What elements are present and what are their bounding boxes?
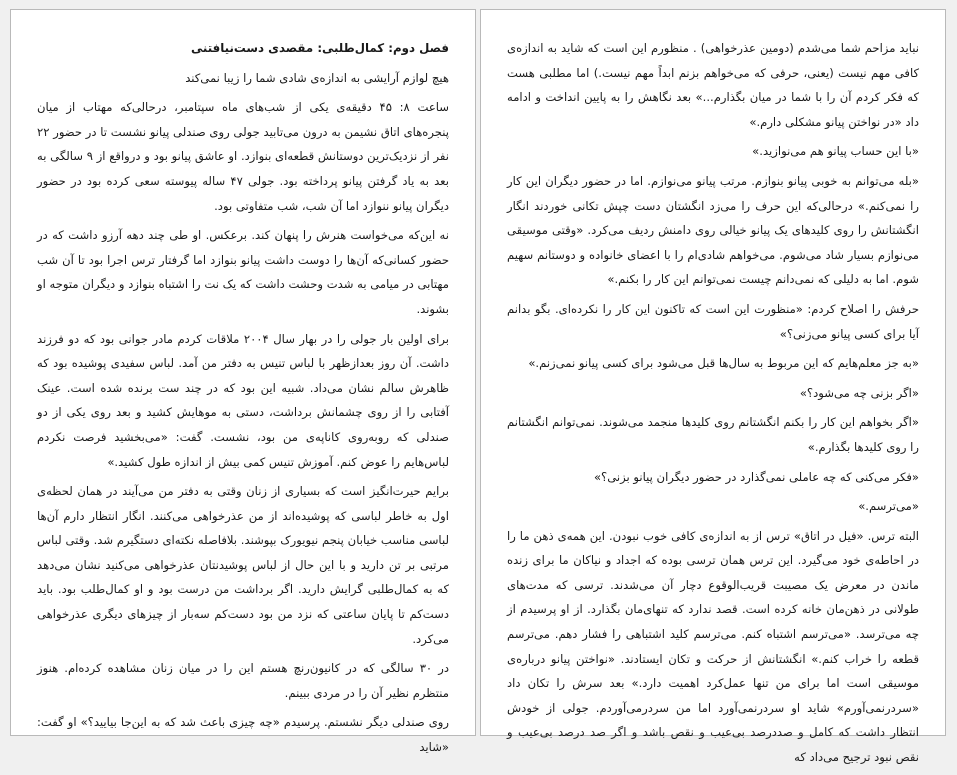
paragraph: نباید مزاحم شما می‌شدم (دومین عذرخواهی) . منظورم این است که شاید به اندازه‌ی کافی مهم نیست (یعنی، حرفی که می‌خواهم بزنم ابداً مهم نیست.) اما مطلبی هست که فکر کردم آن را با شما در میان بگذارم...» بعد نگاهش را به پایین انداخت و ادامه داد «در نواختن پیانو مشکلی دارم.» <box>507 41 919 129</box>
paragraph: «بله می‌توانم به خوبی پیانو بنوازم. مرتب پیانو می‌نوازم. اما در حضور دیگران این کار را نمی‌کنم.» درحالی‌که این حرف را می‌زد انگشتان دست چپش تکانی خوردند انگار انگشتانش را روی کلیدهای یک پیانو خیالی روی دامنش ردیف می‌کرد. «وقتی موسیقی می‌نوازم بسیار شاد می‌شوم. می‌خواهم شادی‌ام را با اعضای خانواده و دوستانم سهیم شوم. اما به دلیلی که نمی‌دانم چیست نمی‌توانم این کار را بکنم.» <box>507 173 919 287</box>
left-page-text <box>37 36 449 765</box>
paragraph: در ۳۰ سالگی که در کانیون‌رنچ هستم این را در میان زنان مشاهده کرده‌ام. هنوز منتظرم نظیر آن را در مردی ببینم. <box>37 661 449 700</box>
chapter-title: فصل دوم: کمال‌طلبی: مقصدی دست‌نیافتنی <box>190 41 449 55</box>
paragraph: نه این‌که می‌خواست هنرش را پنهان کند. برعکس. او طی چند دهه آرزو داشت که در حضور کسانی‌که آن‌ها را دوست داشت پیانو بنوازد اما گرفتار ترس اجرا بود تا آن شب مهتابی در میامی به شدت وحشت داشت که یک نت را اشتباه بنوازد و دیگران متوجه او بشوند. <box>37 228 449 316</box>
paragraph: «با این حساب پیانو هم می‌نوازید.» <box>752 144 919 159</box>
paragraph: «اگر بزنی چه می‌شود؟» <box>799 385 919 400</box>
paragraph: «به جز معلم‌هایم که این مربوط به سال‌ها قبل می‌شود برای کسی پیانو نمی‌زنم.» <box>528 356 919 371</box>
paragraph: البته ترس. «فیل در اتاق» ترس از به اندازه‌ی کافی خوب نبودن. این همه‌ی ذهن ما را در احاطه‌ی خود می‌گیرد. این ترس همان ترسی بوده که اجداد و نیاکان ما برای زنده ماندن در معرض یک مصیبت قریب‌الوقوع دچار آن می‌شدند. ترسی که مدت‌های طولانی در ذهن‌مان خانه کرده است. قصد ندارد که تنهای‌مان بگذارد. از او پرسیدم از چه می‌ترسد. «می‌ترسم اشتباه کنم. می‌ترسم کلید اشتباهی را فشار دهم. می‌ترسم قطعه را خراب کنم.» انگشتانش از حرکت و تکان ایستادند. «نواختن پیانو درباره‌ی موسیقی است اما برای من تنها عمل‌کرد اهمیت دارد.» بعد سرش را تکان داد «سردرنمی‌آورم» شاید او سردرنمی‌آورد اما من سردرمی‌آوردم. جولی از خودش انتظار داشت که کامل و صددرصد بی‌عیب و نقص باشد و اگر صد درصد بی‌عیب و نقص نبود ترجیح می‌داد که <box>507 528 919 765</box>
right-page-text <box>507 36 919 775</box>
paragraph: برای اولین بار جولی را در بهار سال ۲۰۰۴ ملاقات کردم مادر جوانی بود که دو فرزند داشت. آن روز بعدازظهر با لباس تنیس به دفتر من آمد. لباس سفیدی پوشیده بود که ظاهرش سالم نشان می‌داد. شبیه این بود که در چند ست برنده شده است. عینک آفتابی را از روی چشمانش برداشت، دستی به موهایش کشید و بعد روی یکی از دو صندلی که روبه‌روی کاناپه‌ی من بود، نشست. گفت: «می‌بخشید فرصت نکردم لباس‌هایم را عوض کنم. آموزش تنیس کمی بیش از اندازه طول کشید.» <box>37 331 449 469</box>
right-page <box>480 9 946 765</box>
paragraph: ساعت ۸: ۴۵ دقیقه‌ی یکی از شب‌های ماه سپتامبر، درحالی‌که مهتاب از میان پنجره‌های اتاق نشیمن به درون می‌تابید جولی روی صندلی پیانو نشست تا در حضور ۲۲ نفر از نزدیک‌ترین دوستانش قطعه‌ای بنوازد. او عاشق پیانو بود و درواقع از ۹ سالگی به بعد به یاد گرفتن پیانو پرداخته بود. جولی ۴۷ ساله پیوسته سعی کرده بود در حضور دیگران پیانو ننوازد اما آن شب، شب متفاوتی بود. <box>37 100 449 213</box>
paragraph: «فکر می‌کنی که چه عاملی نمی‌گذارد در حضور دیگران پیانو بزنی؟» <box>593 469 919 484</box>
paragraph: «اگر بخواهم این کار را بکنم انگشتانم روی کلیدها منجمد می‌شوند. نمی‌توانم انگشتانم را روی کلیدها بگذارم.» <box>507 415 919 454</box>
paragraph: حرفش را اصلاح کردم: «منظورت این است که تاکنون این کار را نکرده‌ای. بگو بدانم آیا برای کسی پیانو می‌زنی؟» <box>507 301 919 341</box>
chapter-epigraph: هیچ لوازم آرایشی به اندازه‌ی شادی شما را زیبا نمی‌کند <box>185 70 449 85</box>
paragraph: برایم حیرت‌انگیز است که بسیاری از زنان وقتی به دفتر من می‌آیند در همان لحظه‌ی اول به خاطر لباسی که پوشیده‌اند از من عذرخواهی می‌کنند. انگار انتظار دارم آن‌ها لباسی مناسب خیابان پنجم نیویورک بپوشند. بلافاصله نکته‌ای دستگیرم شد. وقتی لباس مرتبی بر تن دارید و با این حال از لباس پوشیدنتان عذرخواهی می‌کنید نشان می‌دهد که به کمال‌طلبی گرایش دارید. اگر برداشت من درست بود و او کمال‌طلب بود. باید دست‌کم تا پایان ساعتی که نزد من بود دست‌کم سه‌بار از چیزهای دیگری عذرخواهی می‌کرد. <box>37 484 449 646</box>
paragraph: «می‌ترسم.» <box>858 499 919 514</box>
paragraph: روی صندلی دیگر نشستم. پرسیدم «چه چیزی باعث شد که به این‌جا بیایید؟» او گفت: «شاید <box>37 715 449 755</box>
left-page <box>10 9 476 755</box>
